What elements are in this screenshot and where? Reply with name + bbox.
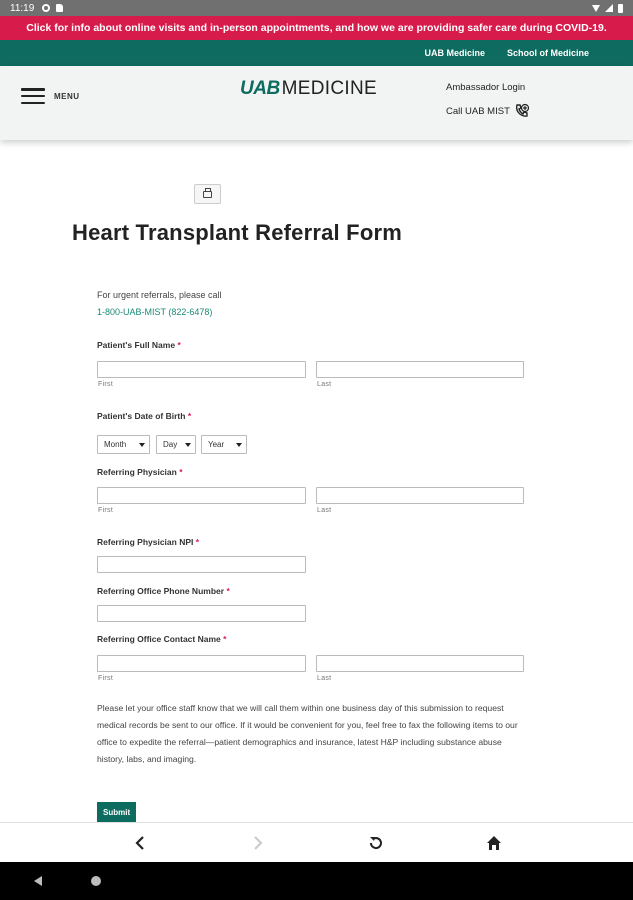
menu-button[interactable] xyxy=(21,88,80,104)
hamburger-icon[interactable] xyxy=(21,88,45,104)
school-of-medicine-link[interactable]: School of Medicine xyxy=(506,48,589,58)
wifi-icon xyxy=(592,5,600,12)
npi-label-text: Referring Physician NPI xyxy=(97,537,194,547)
status-time: 11:19 xyxy=(10,2,35,14)
office-phone-label-text: Referring Office Phone Number xyxy=(97,586,225,596)
patient-name-label-text: Patient's Full Name xyxy=(97,340,176,350)
settings-icon xyxy=(42,4,50,12)
submit-button[interactable]: Submit xyxy=(97,802,136,822)
contact-first-name-input[interactable] xyxy=(97,655,306,672)
physician-last-name-input[interactable] xyxy=(316,487,524,504)
site-header xyxy=(0,66,633,140)
android-nav-bar xyxy=(0,862,633,900)
chevron-left-icon[interactable] xyxy=(130,833,150,853)
patient-last-name-input[interactable] xyxy=(316,361,524,378)
dob-year-select[interactable] xyxy=(201,435,247,454)
ambassador-login-link[interactable]: Ambassador Login xyxy=(446,82,526,93)
chevron-down-icon xyxy=(139,443,145,447)
home-button-icon[interactable] xyxy=(91,876,101,886)
required-marker: * xyxy=(223,634,227,644)
uab-medicine-link[interactable]: UAB Medicine xyxy=(424,48,485,58)
patient-name-label xyxy=(97,340,181,350)
dob-label-text: Patient's Date of Birth xyxy=(97,411,186,421)
page-title: Heart Transplant Referral Form xyxy=(72,220,402,245)
chevron-right-icon xyxy=(248,833,268,853)
urgent-phone-link[interactable]: 1-800-UAB-MIST (822-6478) xyxy=(97,307,213,317)
patient-first-sublabel: First xyxy=(98,381,114,388)
contact-last-sublabel: Last xyxy=(317,675,332,682)
sd-card-icon xyxy=(56,4,63,12)
contact-first-sublabel: First xyxy=(98,675,114,682)
dob-month-select[interactable] xyxy=(97,435,150,454)
patient-first-name-input[interactable] xyxy=(97,361,306,378)
uab-medicine-logo[interactable] xyxy=(240,78,377,100)
npi-label xyxy=(97,537,199,547)
browser-toolbar xyxy=(0,822,633,862)
logo-uab-text: UAB xyxy=(240,78,280,99)
contact-name-label-text: Referring Office Contact Name xyxy=(97,634,221,644)
office-phone-label xyxy=(97,586,230,596)
urgent-note: For urgent referrals, please call xyxy=(97,290,222,300)
print-button[interactable] xyxy=(194,184,221,204)
call-label[interactable]: Call UAB MIST xyxy=(446,105,510,117)
physician-last-sublabel: Last xyxy=(317,507,332,514)
physician-first-sublabel: First xyxy=(98,507,114,514)
contact-name-label xyxy=(97,634,226,644)
patient-last-sublabel: Last xyxy=(317,381,332,388)
chevron-down-icon xyxy=(185,443,191,447)
dob-day-value[interactable]: Day xyxy=(163,440,178,449)
status-bar xyxy=(0,0,633,16)
call-uab-mist-link[interactable] xyxy=(446,103,530,119)
battery-icon xyxy=(618,4,623,13)
top-nav xyxy=(0,40,633,66)
contact-last-name-input[interactable] xyxy=(316,655,524,672)
required-marker: * xyxy=(179,467,183,477)
physician-first-name-input[interactable] xyxy=(97,487,306,504)
covid-banner-text[interactable]: Click for info about online visits and in-person appointments, and how we are providing safer care during COVID-19. xyxy=(26,22,607,34)
home-icon[interactable] xyxy=(484,833,504,853)
physician-label-text: Referring Physician xyxy=(97,467,177,477)
npi-input[interactable] xyxy=(97,556,306,573)
back-icon[interactable] xyxy=(34,876,42,886)
signal-icon xyxy=(605,4,613,12)
phone-plus-icon xyxy=(514,103,530,119)
required-marker: * xyxy=(187,411,192,421)
physician-label xyxy=(97,467,183,477)
referral-form xyxy=(97,290,537,682)
chevron-down-icon xyxy=(236,443,242,447)
office-phone-input[interactable] xyxy=(97,605,306,622)
required-marker: * xyxy=(177,340,181,350)
covid-banner[interactable] xyxy=(0,16,633,40)
logo-medicine-text: MEDICINE xyxy=(281,78,377,99)
dob-month-value[interactable]: Month xyxy=(104,440,127,449)
printer-icon[interactable] xyxy=(203,191,212,198)
required-marker: * xyxy=(226,586,230,596)
dob-year-value[interactable]: Year xyxy=(208,440,225,449)
dob-day-select[interactable] xyxy=(156,435,196,454)
menu-label[interactable]: MENU xyxy=(54,91,80,101)
main-content xyxy=(0,140,633,822)
instructions-paragraph: Please let your office staff know that we will call them within one business day of this submission to request medical records be sent to our office. If it would be convenient for you, feel free to fax the following items to our office to expedite the referral—patient demographics and insurance, latest H&P including substance abuse history, labs, and imaging. xyxy=(97,703,518,764)
reload-icon[interactable] xyxy=(366,833,386,853)
required-marker: * xyxy=(195,537,200,547)
dob-label xyxy=(97,411,191,421)
